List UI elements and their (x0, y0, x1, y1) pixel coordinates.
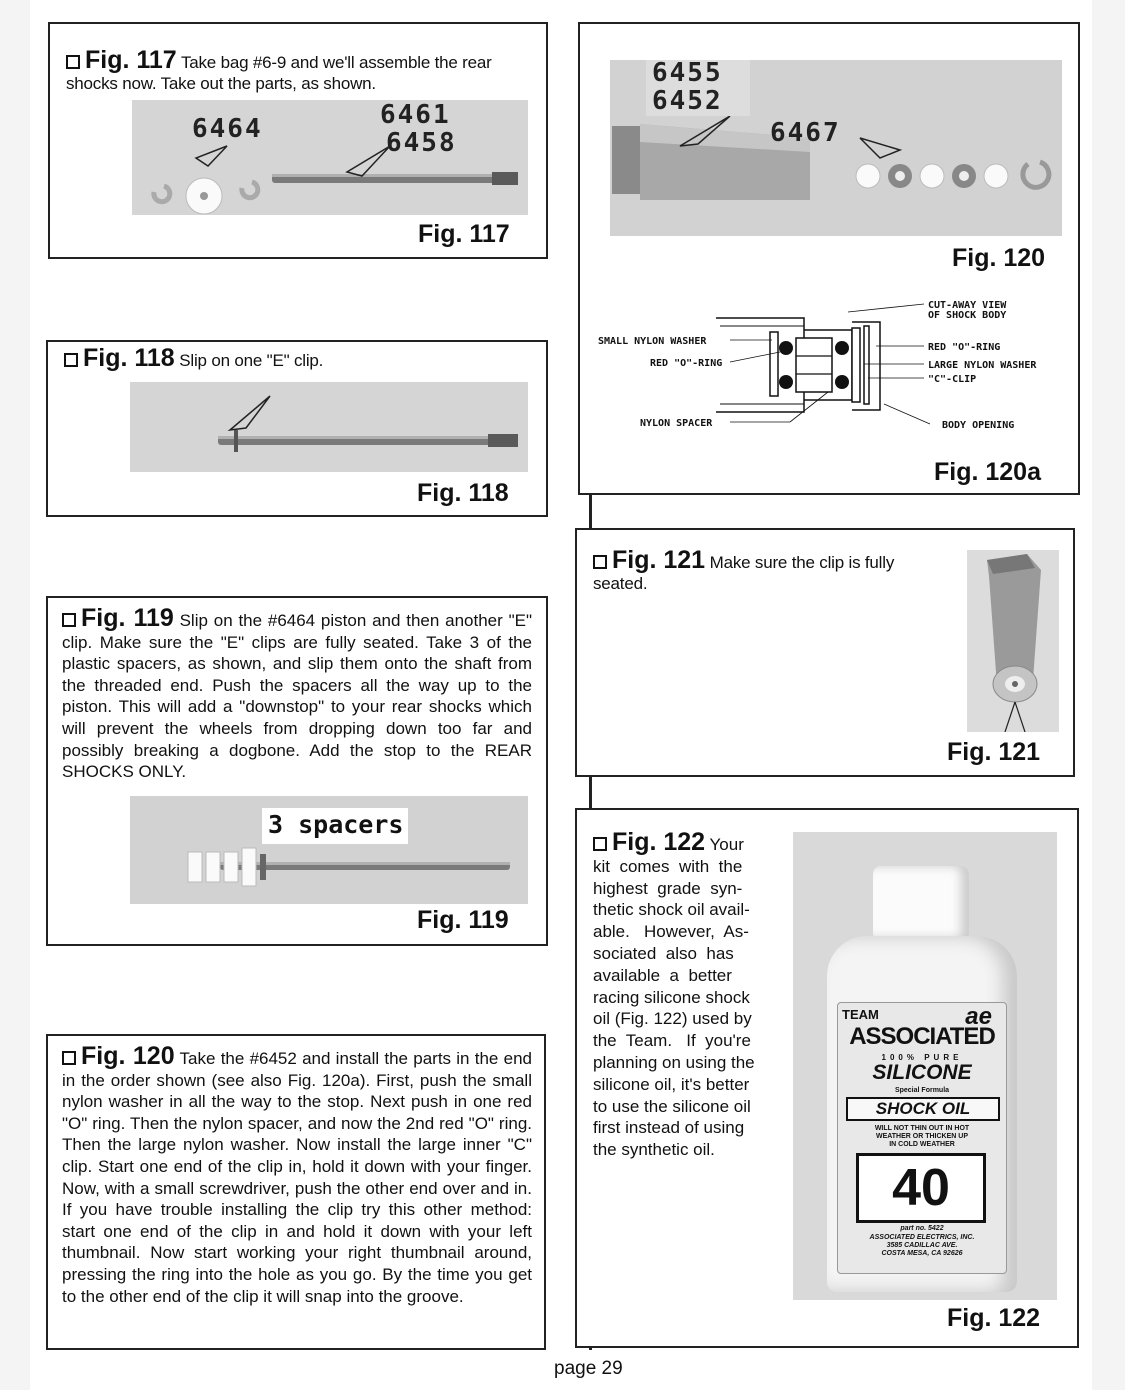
part-label-6458: 6458 (386, 128, 457, 158)
fig119-number: Fig. 119 (81, 604, 174, 632)
label-small-nylon-washer: SMALL NYLON WASHER (598, 336, 707, 347)
fig118-number: Fig. 118 (83, 344, 175, 372)
fig122-line-14: the synthetic oil. (593, 1140, 715, 1160)
bottle-cap (873, 866, 969, 938)
fig119-text: Slip on the #6464 piston and then another "E" clip. Make sure the "E" clips are fully seated. Take 3 of the plastic spacers, as shown, and slip them onto the shaft from the threaded end. Push the spacers all the way up to the piston. This will add a "downstop" to your rear shocks which will prevent the wheels from dropping down too far and possibly breaking a dogbone. Add the stop to the REAR SHOCKS ONLY. (62, 611, 532, 782)
bottle-brand-top: TEAM (842, 1007, 879, 1022)
fig122-caption (593, 828, 771, 1161)
fig122-line-3: thetic shock oil avail- (593, 900, 750, 920)
fig122-line-13: first instead of using (593, 1118, 745, 1138)
fig118-label: Fig. 118 (417, 479, 509, 507)
fig117-panel (48, 22, 548, 259)
fig120-caption (62, 1042, 532, 1307)
bottle-warning-2: IN COLD WEATHER (889, 1141, 955, 1148)
fig122-line-10: planning on using the (593, 1052, 755, 1072)
checkbox-icon[interactable] (62, 613, 76, 627)
fig119-photo (130, 796, 528, 904)
fig122-line-5: sociated also has (593, 943, 734, 963)
checkbox-icon[interactable] (593, 837, 607, 851)
label-body-opening: BODY OPENING (942, 420, 1015, 431)
fig119-label: Fig. 119 (417, 906, 509, 934)
fig122-panel (575, 808, 1079, 1348)
fig122-line-6: available a better (593, 965, 732, 985)
bottle-weight: 40 (856, 1153, 986, 1223)
fig121-text: Make sure the clip is fully seated. (593, 553, 895, 593)
bottle-warning-0: WILL NOT THIN OUT IN HOT (874, 1125, 970, 1132)
fig118-panel (46, 340, 548, 517)
fig121-caption (593, 546, 953, 594)
checkbox-icon[interactable] (66, 55, 80, 69)
label-nylon-spacer: NYLON SPACER (640, 418, 713, 429)
bottle-brand-name: ASSOCIATED (849, 1023, 995, 1050)
fig122-number: Fig. 122 (612, 828, 706, 856)
fig122-line-4: able. However, As- (593, 922, 749, 942)
fig120-text-panel (46, 1034, 546, 1350)
label-red-o-ring-left: RED "O"-RING (650, 358, 723, 369)
fig117-photo (132, 100, 528, 215)
fig117-text: Take bag #6-9 and we'll assemble the rear shocks now. Take out the parts, as shown. (66, 53, 492, 93)
bottle-product2: SHOCK OIL (846, 1097, 1000, 1121)
fig120a-label: Fig. 120a (934, 458, 1041, 486)
fig122-line-9: the Team. If you're (593, 1031, 751, 1051)
fig121-number: Fig. 121 (612, 546, 706, 574)
checkbox-icon[interactable] (593, 555, 607, 569)
fig120-text: Take the #6452 and install the parts in the end in the order shown (see also Fig. 120a). First, push the small nylon washer in all the way to the stop. Next push in one red "O" ring. Then the nylon spacer, and now the 2nd red "O" ring. Then the large nylon washer. Now install the large inner "C" clip. Start one end of the clip in, hold it down with your finger. Now, with a small screwdriver, push the other end over and in. If you have trouble installing the clip try this other method: start one end of the clip in and hold it down with your left thumbnail. Now start working your right thumbnail around, pressing the ring into the hole as you go. By the time you get to the other end of the clip it will snap into the groove. (62, 1049, 532, 1306)
manual-page (30, 0, 1092, 1390)
fig120-photo (610, 60, 1062, 236)
fig122-line-1: kit comes with the (593, 856, 743, 876)
fig118-text: Slip on one "E" clip. (179, 351, 324, 370)
shaft-with-clip-photo (130, 382, 528, 472)
fig119-caption (62, 604, 532, 783)
fig122-label: Fig. 122 (947, 1304, 1041, 1332)
part-label-6464: 6464 (192, 114, 263, 144)
fig117-caption (66, 46, 536, 94)
fig122-line-7: racing silicone shock (593, 987, 750, 1007)
fig118-caption (64, 344, 534, 372)
fig120-label: Fig. 120 (952, 244, 1046, 272)
bottle-address-0: ASSOCIATED ELECTRICS, INC. (869, 1234, 975, 1241)
bottle-warning-1: WEATHER OR THICKEN UP (875, 1133, 969, 1140)
spacers-label: 3 spacers (268, 810, 404, 839)
fig117-number: Fig. 117 (85, 46, 177, 74)
fig121-label: Fig. 121 (947, 738, 1041, 766)
fig122-line-2: highest grade syn- (593, 878, 743, 898)
part-label-6455: 6455 (652, 58, 723, 88)
fig120a-diagram (580, 292, 1080, 462)
label-c-clip: "C"-CLIP (928, 374, 977, 385)
fig121-panel (575, 528, 1075, 777)
bottle-address-1: 3585 CADILLAC AVE. (886, 1242, 958, 1249)
fig122-line-11: silicone oil, it's better (593, 1074, 750, 1094)
part-label-6452: 6452 (652, 86, 723, 116)
fig118-photo (130, 382, 528, 472)
bottle-address-2: COSTA MESA, CA 92626 (881, 1250, 963, 1257)
seated-clip-photo (967, 550, 1059, 732)
fig121-photo (967, 550, 1059, 732)
bottle-logo: ae (965, 1003, 992, 1030)
bottle-label (837, 1002, 1007, 1274)
fig122-photo (793, 832, 1057, 1300)
checkbox-icon[interactable] (62, 1051, 76, 1065)
fig117-label: Fig. 117 (418, 220, 510, 248)
bottle-purity: 100% PURE (881, 1053, 963, 1062)
fig122-line-12: to use the silicone oil (593, 1096, 751, 1116)
part-label-6461: 6461 (380, 100, 451, 130)
page-number: page 29 (554, 1358, 623, 1379)
bottle-part-no: part no. 5422 (900, 1225, 944, 1232)
part-label-6467: 6467 (770, 118, 841, 148)
checkbox-icon[interactable] (64, 353, 78, 367)
fig120-number: Fig. 120 (81, 1042, 175, 1070)
label-red-o-ring-right: RED "O"-RING (928, 342, 1001, 353)
bottle-formula: Special Formula (894, 1087, 950, 1094)
fig122-line-8: oil (Fig. 122) used by (593, 1009, 752, 1029)
label-cutaway-1: CUT-AWAY VIEW (928, 300, 1007, 311)
label-large-nylon-washer: LARGE NYLON WASHER (928, 360, 1037, 371)
fig120-panel (578, 22, 1080, 495)
fig119-panel (46, 596, 548, 946)
label-cutaway-2: OF SHOCK BODY (928, 310, 1007, 321)
fig122-line-0: Your (709, 835, 744, 854)
bottle-product: SILICONE (872, 1061, 972, 1084)
